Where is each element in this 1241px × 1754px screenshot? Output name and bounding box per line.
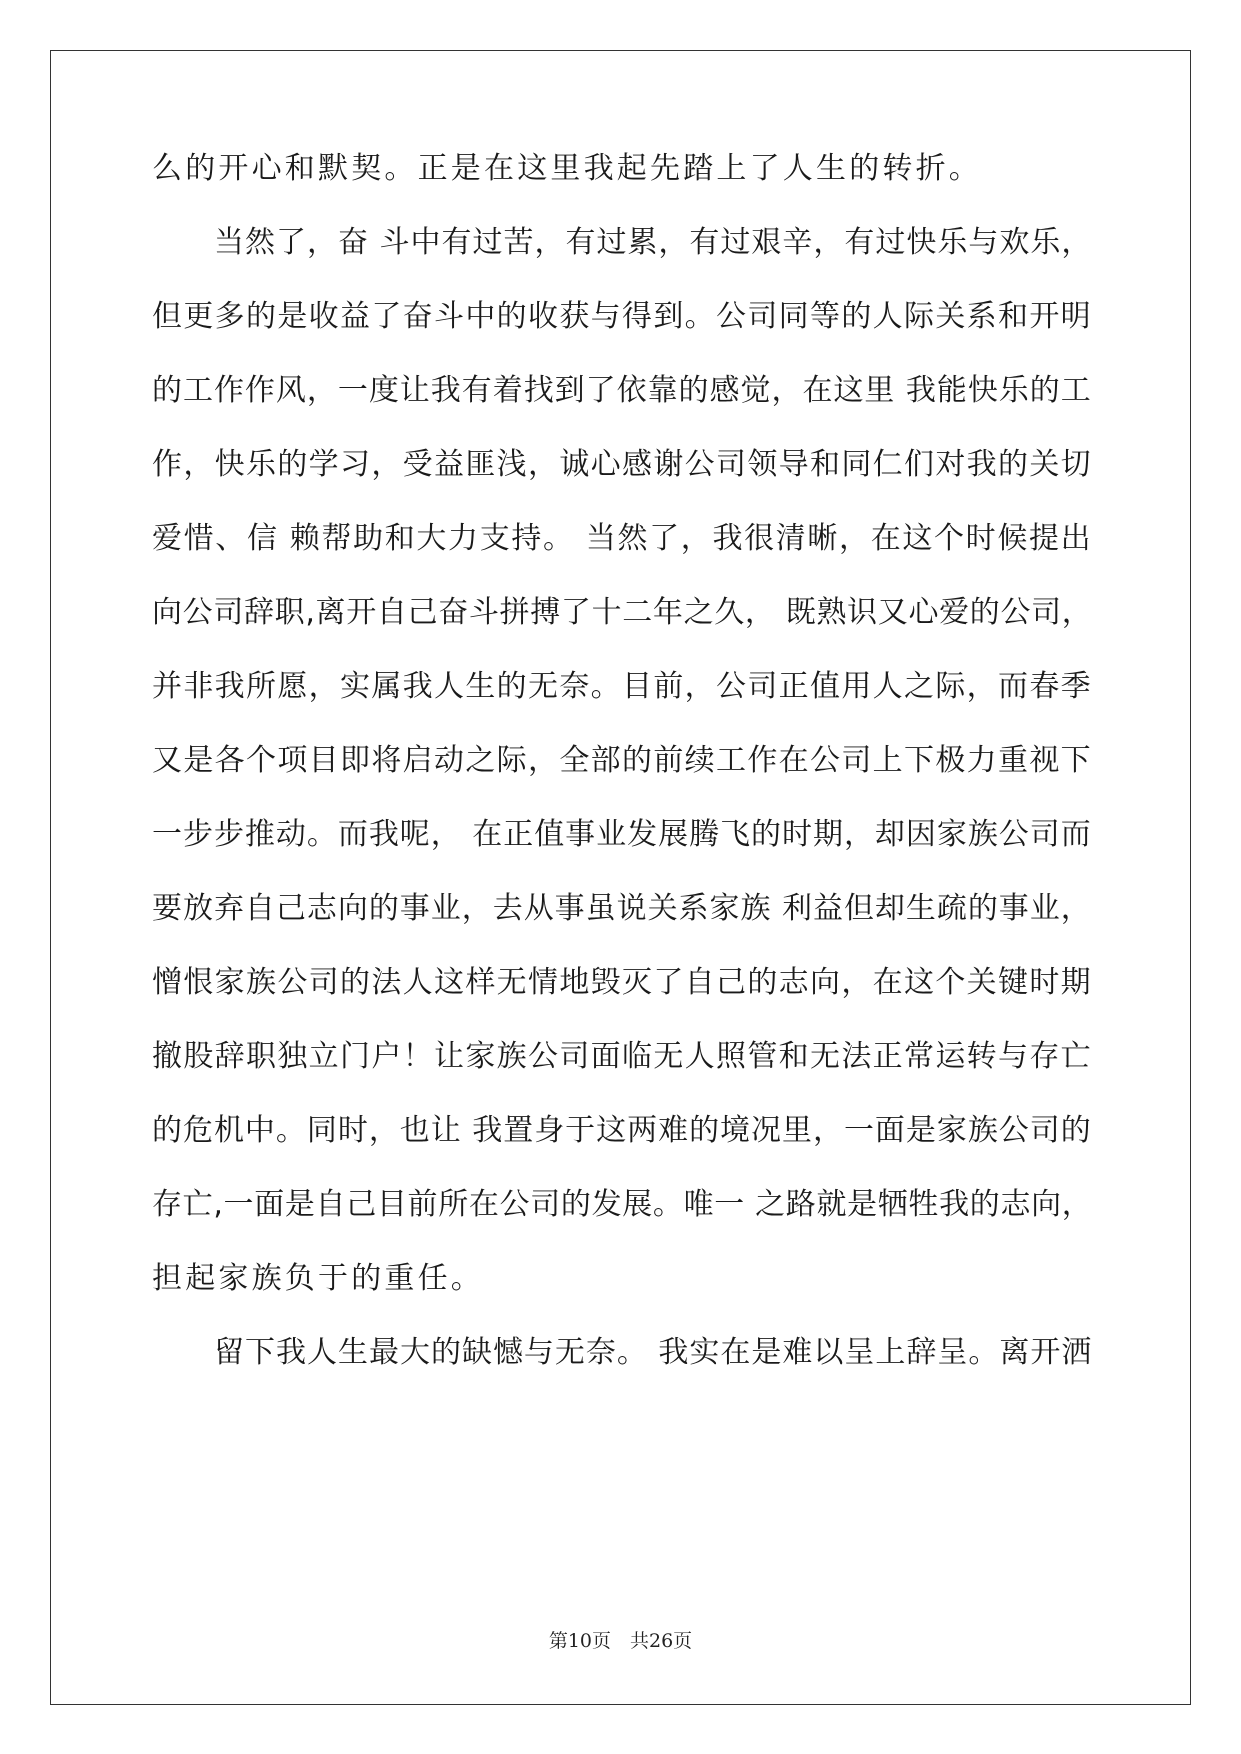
text-line: 要放弃自己志向的事业，去从事虽说关系家族 利益但却生疏的事业， bbox=[152, 891, 1092, 926]
text-line: 一步步推动。而我呢， 在正值事业发展腾飞的时期，却因家族公司而 bbox=[152, 817, 1092, 852]
text-line: 的工作作风，一度让我有着找到了依靠的感觉，在这里 我能快乐的工 bbox=[152, 373, 1092, 408]
text-line: 么的开心和默契。正是在这里我起先踏上了人生的转折。 bbox=[152, 151, 982, 186]
text-line: 当然了，奋 斗中有过苦，有过累，有过艰辛，有过快乐与欢乐， bbox=[214, 225, 1093, 260]
text-line: 撤股辞职独立门户！让家族公司面临无人照管和无法正常运转与存亡 bbox=[152, 1039, 1092, 1074]
text-line: 的危机中。同时，也让 我置身于这两难的境况里，一面是家族公司的 bbox=[152, 1113, 1092, 1148]
text-line: 担起家族负于的重任。 bbox=[152, 1261, 484, 1296]
text-line: 但更多的是收益了奋斗中的收获与得到。公司同等的人际关系和开明 bbox=[152, 299, 1092, 334]
text-line: 作，快乐的学习，受益匪浅，诚心感谢公司领导和同仁们对我的关切 bbox=[152, 447, 1092, 482]
text-line: 又是各个项目即将启动之际，全部的前续工作在公司上下极力重视下 bbox=[152, 743, 1092, 778]
page-number: 第10页 共26页 bbox=[548, 1630, 693, 1652]
text-line: 留下我人生最大的缺憾与无奈。 我实在是难以呈上辞呈。离开洒 bbox=[214, 1335, 1093, 1370]
text-line: 憎恨家族公司的法人这样无情地毁灭了自己的志向，在这个关键时期 bbox=[152, 965, 1092, 1000]
text-line: 爱惜、信 赖帮助和大力支持。 当然了，我很清晰，在这个时候提出 bbox=[152, 521, 1093, 556]
text-line: 存亡,一面是自己目前所在公司的发展。唯一 之路就是牺牲我的志向， bbox=[152, 1187, 1093, 1222]
text-line: 向公司辞职,离开自己奋斗拼搏了十二年之久， 既熟识又心爱的公司， bbox=[152, 595, 1093, 630]
text-line: 并非我所愿，实属我人生的无奈。目前，公司正值用人之际，而春季 bbox=[152, 669, 1092, 704]
